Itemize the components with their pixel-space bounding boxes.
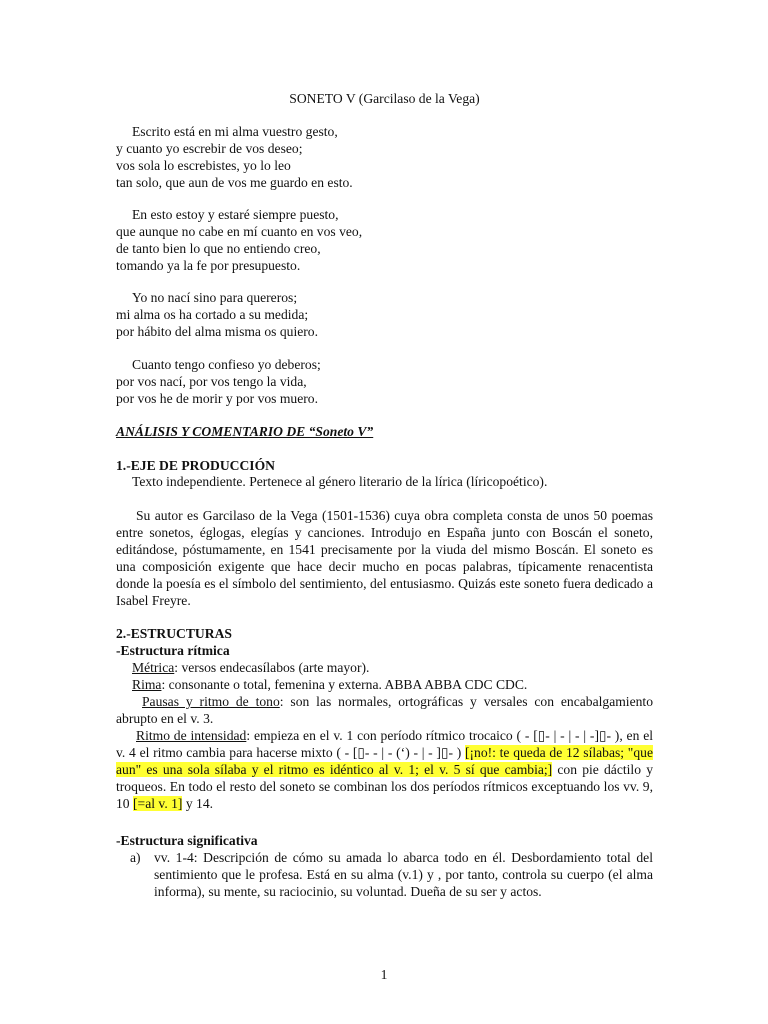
highlight-note-2: [=al v. 1] — [133, 796, 183, 811]
intensidad-text-2: con pie dáctilo y troqueos. En todo el resto del soneto se combinan los dos períodos rítmicos exceptuando los vv. 9, 10 — [116, 762, 653, 811]
metrica-text: : versos endecasílabos (arte mayor). — [174, 660, 370, 675]
intensidad-text-1: : empieza en el v. 1 con período rítmico trocaico ( - [▯- | - | - | -]▯- ), en el v. 4 el ritmo cambia para hacerse mixto ( - [▯- - | - (‘) - | - ]▯- ) — [116, 728, 653, 760]
ritmica-content — [116, 659, 653, 812]
intensidad-text-3: y 14. — [182, 796, 214, 811]
metrica-line — [116, 659, 653, 676]
section-1-author-paragraph — [116, 507, 653, 609]
rima-text: : consonante o total, femenina y externa. ABBA ABBA CDC CDC. — [161, 677, 528, 692]
section-2-heading: 2.-ESTRUCTURAS — [116, 626, 232, 641]
pausas-label: Pausas y ritmo de tono — [142, 694, 280, 709]
intensidad-paragraph — [116, 727, 653, 812]
verse: Yo no nací sino para quereros; — [132, 290, 298, 305]
verse: por vos he de morir y por vos muero. — [116, 391, 318, 406]
verse: vos sola lo escrebistes, yo lo leo — [116, 158, 291, 173]
highlight-note-1: [¡no!: te queda de 12 sílabas; "que aun" es una sola sílaba y el ritmo es idéntico al v. 1; el v. 5 sí que cambia;] — [116, 745, 653, 777]
verse: tomando ya la fe por presupuesto. — [116, 258, 301, 273]
page-number: 1 — [380, 967, 388, 982]
author-paragraph-text: Su autor es Garcilaso de la Vega (1501-1536) cuya obra completa consta de unos 50 poemas entre sonetos, églogas, elegías y canciones. Introdujo en España junto con Boscán el soneto, editándose, póstumamente, en 1541 precisamente por la viuda del mismo Boscán. El soneto es una composición exigente que hace decir mucho en pocas palabras, típicamente renacentista donde la poesía es el símbolo del sentimiento, del entusiasmo. Quizás este soneto fuera dedicado a Isabel Freyre. — [116, 508, 653, 608]
list-item: vv. 1-4: Descripción de cómo su amada lo abarca todo en él. Desbordamiento total del sentimiento que le profesa. Está en su alma (v.1) y , por tanto, controla su cuerpo (el alma informa), su mente, su raciocinio, su voluntad. Dueña de su ser y actos. — [154, 850, 653, 899]
verse: que aunque no cabe en mí cuanto en vos veo, — [116, 224, 363, 239]
rima-label: Rima — [132, 677, 162, 692]
verse: mi alma os ha cortado a su medida; — [116, 307, 309, 322]
verse: En esto estoy y estaré siempre puesto, — [132, 207, 339, 222]
intensidad-label: Ritmo de intensidad — [136, 728, 247, 743]
verse: y cuanto yo escrebir de vos deseo; — [116, 141, 303, 156]
stanza-2 — [116, 206, 362, 274]
poem-title: SONETO V (Garcilaso de la Vega) — [289, 91, 480, 106]
section-1-intro — [116, 473, 653, 490]
significativa-list — [116, 849, 653, 900]
verse: de tanto bien lo que no entiendo creo, — [116, 241, 321, 256]
metrica-label: Métrica — [132, 660, 175, 675]
section-1-line: Texto independiente. Pertenece al género literario de la lírica (líricopoético). — [132, 474, 548, 489]
verse: tan solo, que aun de vos me guardo en esto. — [116, 175, 353, 190]
stanza-3 — [116, 289, 318, 340]
verse: por vos nací, por vos tengo la vida, — [116, 374, 307, 389]
ritmica-heading: -Estructura rítmica — [116, 643, 230, 658]
verse: Cuanto tengo confieso yo deberos; — [132, 357, 321, 372]
verse: Escrito está en mi alma vuestro gesto, — [132, 124, 338, 139]
list-marker: a) — [130, 850, 141, 865]
pausas-line — [116, 693, 653, 727]
pausas-text: : son las normales, ortográficas y versales con encabalgamiento abrupto en el v. 3. — [116, 694, 653, 726]
analysis-heading: ANÁLISIS Y COMENTARIO DE “Soneto V” — [116, 424, 374, 439]
rima-line — [116, 676, 653, 693]
verse: por hábito del alma misma os quiero. — [116, 324, 318, 339]
stanza-1 — [116, 123, 353, 191]
section-1-heading: 1.-EJE DE PRODUCCIÓN — [116, 458, 275, 473]
stanza-4 — [116, 356, 321, 407]
significativa-heading: -Estructura significativa — [116, 833, 258, 848]
